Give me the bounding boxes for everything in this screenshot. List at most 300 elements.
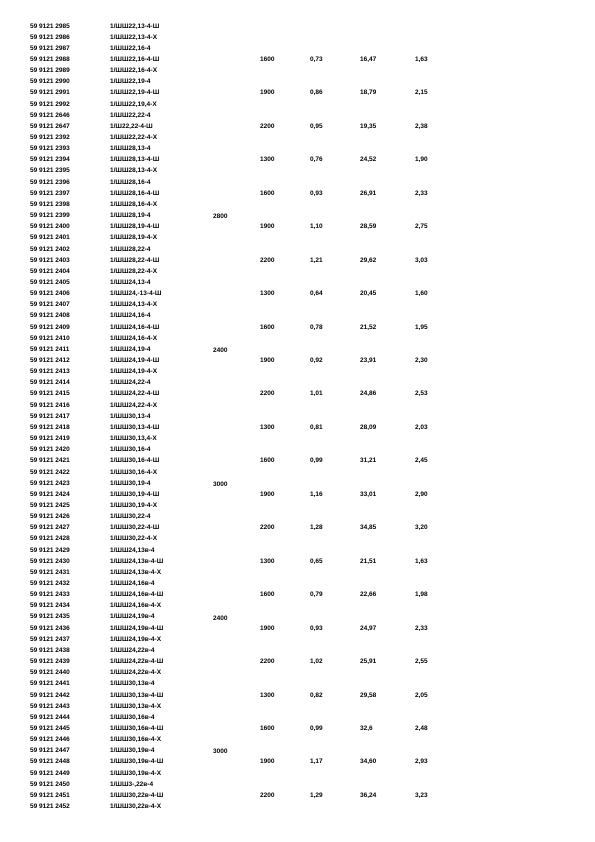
group-length-label: 2800: [213, 213, 228, 221]
cell-code: 59 9121 2450: [30, 780, 70, 788]
table-row: [0, 545, 595, 556]
cell-name: 1/ШШ28,13-4: [110, 145, 151, 153]
cell-code: 59 9121 2412: [30, 357, 70, 364]
table-row: [0, 244, 595, 255]
cell-p4: 3,03: [415, 256, 428, 264]
cell-p4: 2,38: [415, 122, 428, 130]
cell-p1: 1900: [260, 89, 275, 97]
cell-p3: 24,86: [360, 390, 377, 398]
table-row: [0, 801, 595, 812]
cell-p2: 0,65: [310, 557, 323, 565]
table-row: [0, 143, 595, 154]
table-row: [0, 87, 595, 98]
cell-p2: 1,28: [310, 524, 323, 532]
cell-p4: 1,98: [415, 591, 428, 599]
cell-p4: 1,95: [415, 323, 428, 331]
cell-p4: 2,15: [415, 89, 428, 97]
table-row: [0, 511, 595, 522]
table-row: [0, 388, 595, 399]
cell-code: 59 9121 2418: [30, 423, 70, 431]
table-row: [0, 188, 595, 199]
table-row: [0, 121, 595, 132]
cell-p4: 1,90: [415, 156, 428, 164]
cell-p2: 0,73: [310, 55, 323, 63]
cell-p3: 21,52: [360, 323, 377, 331]
cell-name: 1/ШШ30,16-4-Ш: [110, 457, 160, 465]
table-row: [0, 277, 595, 288]
table-row: [0, 377, 595, 388]
cell-code: 59 9121 2444: [30, 713, 70, 721]
cell-p2: 0,93: [310, 189, 323, 197]
cell-code: 59 9121 2401: [30, 234, 70, 242]
cell-code: 59 9121 2991: [30, 89, 70, 97]
cell-name: 1/ШШ30,19-4-Х: [110, 501, 158, 509]
cell-code: 59 9121 2402: [30, 245, 70, 253]
cell-name: 1/ШШ24,19в-4-Х: [110, 635, 162, 643]
cell-name: 1/ШШ24,16-4-Ш: [110, 323, 160, 331]
table-row: [0, 132, 595, 143]
cell-p4: 2,55: [415, 658, 428, 666]
table-row: [0, 299, 595, 310]
cell-p1: 2200: [260, 256, 275, 264]
table-row: [0, 533, 595, 544]
cell-name: 1/ШШ30,16в-4: [110, 713, 155, 721]
cell-code: 59 9121 2431: [30, 568, 70, 576]
cell-code: 59 9121 2427: [30, 524, 70, 532]
cell-p3: 31,21: [360, 457, 377, 465]
table-row: [0, 165, 595, 176]
cell-code: 59 9121 2421: [30, 457, 70, 465]
cell-code: 59 9121 2451: [30, 791, 70, 799]
table-row: [0, 366, 595, 377]
cell-name: 1/ШШ22,16-4-Ш: [110, 55, 160, 63]
cell-name: 1/ШШ22,22-4-Х: [110, 134, 158, 141]
cell-p2: 0,82: [310, 691, 323, 699]
table-row: [0, 645, 595, 656]
cell-name: 1/ШШ24,16-4: [110, 312, 151, 320]
cell-p4: 2,33: [415, 624, 428, 632]
cell-name: 1/ШШ30,13в-4: [110, 680, 155, 688]
table-row: [0, 154, 595, 165]
cell-p4: 1,63: [415, 55, 428, 63]
cell-name: 1/ШШ22,22-4: [110, 111, 151, 119]
cell-p1: 2200: [260, 122, 275, 130]
table-row: [0, 589, 595, 600]
table-row: [0, 333, 595, 344]
cell-code: 59 9121 2422: [30, 468, 70, 476]
cell-p1: 1300: [260, 290, 275, 298]
cell-code: 59 9121 2442: [30, 691, 70, 699]
cell-p2: 0,99: [310, 724, 323, 732]
table-row: [0, 199, 595, 210]
table-row: [0, 310, 595, 321]
cell-name: 1/ШШ30,13,4-Х: [110, 435, 157, 443]
table-row: [0, 322, 595, 333]
group-length-label: 3000: [213, 748, 228, 756]
group-length-label: 2400: [213, 346, 228, 354]
table-row: [0, 600, 595, 611]
cell-p2: 0,64: [310, 290, 323, 298]
cell-code: 59 9121 2447: [30, 747, 70, 755]
cell-code: 59 9121 2419: [30, 435, 70, 443]
cell-code: 59 9121 2446: [30, 736, 70, 744]
cell-p4: 1,60: [415, 290, 428, 298]
cell-name: 1/ШШ24,13в-4: [110, 546, 155, 554]
table-row: [0, 623, 595, 634]
cell-code: 59 9121 2394: [30, 156, 70, 164]
cell-name: 1/ШШ22,19-4: [110, 78, 151, 86]
table-row: [0, 790, 595, 801]
cell-name: 1/ШШ24,-13-4-Ш: [110, 290, 162, 298]
cell-code: 59 9121 2417: [30, 412, 70, 420]
table-row: [0, 177, 595, 188]
cell-p2: 0,99: [310, 457, 323, 465]
cell-p1: 1600: [260, 55, 275, 63]
cell-p3: 22,66: [360, 591, 377, 599]
cell-code: 59 9121 2428: [30, 535, 70, 543]
cell-name: 1/ШШ30,22в-4-Ш: [110, 791, 164, 799]
cell-p3: 28,09: [360, 423, 377, 431]
cell-name: 1/ШШ30,13-4-Ш: [110, 423, 160, 431]
cell-p1: 2200: [260, 524, 275, 532]
cell-p3: 26,91: [360, 189, 377, 197]
cell-name: 1/ШШ30,19-4: [110, 479, 151, 487]
cell-p4: 3,23: [415, 791, 428, 799]
table-row: [0, 266, 595, 277]
cell-code: 59 9121 2397: [30, 189, 70, 197]
cell-p2: 0,79: [310, 591, 323, 599]
table-row: [0, 400, 595, 411]
cell-name: 1/ШШ22,16-4: [110, 44, 151, 52]
cell-p4: 2,90: [415, 490, 428, 498]
cell-code: 59 9121 2411: [30, 345, 70, 353]
cell-name: 1/ШШ28,22-4-Х: [110, 267, 158, 275]
cell-p4: 2,75: [415, 223, 428, 231]
table-row: [0, 712, 595, 723]
cell-name: 1/ШШ30,16-4-Х: [110, 468, 158, 476]
cell-name: 1/ШШ24,16в-4-Ш: [110, 591, 164, 599]
cell-p1: 1300: [260, 156, 275, 164]
cell-code: 59 9121 2986: [30, 33, 70, 41]
cell-p3: 32,6: [360, 724, 373, 732]
table-row: [0, 232, 595, 243]
cell-p3: 34,60: [360, 758, 377, 766]
cell-p1: 1900: [260, 223, 275, 231]
cell-code: 59 9121 2992: [30, 100, 70, 108]
cell-code: 59 9121 2415: [30, 390, 70, 398]
cell-code: 59 9121 2988: [30, 55, 70, 63]
cell-name: 1/ШШ30,16в-4-Х: [110, 736, 162, 744]
cell-name: 1/ШШ30,19в-4-Ш: [110, 758, 164, 766]
cell-code: 59 9121 2416: [30, 401, 70, 409]
table-row: [0, 734, 595, 745]
cell-code: 59 9121 2429: [30, 546, 70, 554]
table-row: [0, 99, 595, 110]
cell-p1: 1900: [260, 357, 275, 364]
table-row: [0, 690, 595, 701]
table-row: [0, 634, 595, 645]
cell-code: 59 9121 2403: [30, 256, 70, 264]
cell-p1: 1900: [260, 758, 275, 766]
cell-p1: 2200: [260, 658, 275, 666]
cell-p2: 1,29: [310, 791, 323, 799]
table-row: [0, 65, 595, 76]
table-row: [0, 344, 595, 355]
cell-p3: 36,24: [360, 791, 377, 799]
cell-p3: 21,51: [360, 557, 377, 565]
cell-name: 1/ШШ24,16-4-Х: [110, 334, 158, 342]
cell-name: 1/ШШ24,13-4: [110, 278, 151, 286]
table-row: [0, 745, 595, 756]
cell-p3: 23,91: [360, 357, 377, 364]
cell-code: 59 9121 2989: [30, 67, 70, 75]
table-row: [0, 43, 595, 54]
cell-code: 59 9121 2448: [30, 758, 70, 766]
table-row: [0, 489, 595, 500]
cell-p2: 0,93: [310, 624, 323, 632]
table-row: [0, 411, 595, 422]
table-row: [0, 467, 595, 478]
cell-name: 1/ШШ24,22в-4-Ш: [110, 658, 164, 666]
table-row: [0, 723, 595, 734]
group-length-label: 3000: [213, 480, 228, 488]
cell-name: 1/ШШ30,19-4-Ш: [110, 490, 160, 498]
cell-p4: 3,20: [415, 524, 428, 532]
cell-p3: 33,01: [360, 490, 377, 498]
cell-code: 59 9121 2647: [30, 122, 70, 130]
cell-code: 59 9121 2990: [30, 78, 70, 86]
cell-p3: 18,79: [360, 89, 377, 97]
cell-p2: 1,01: [310, 390, 323, 398]
cell-p4: 2,53: [415, 390, 428, 398]
cell-code: 59 9121 2413: [30, 368, 70, 376]
cell-p3: 34,85: [360, 524, 377, 532]
cell-code: 59 9121 2441: [30, 680, 70, 688]
cell-name: 1/ШШ24,16в-4: [110, 580, 155, 587]
cell-name: 1/ШШ28,19-4-Ш: [110, 223, 160, 231]
cell-name: 1/ШШ28,13-4-Х: [110, 167, 158, 175]
cell-name: 1/ШШ28,13-4-Ш: [110, 156, 160, 164]
cell-p4: 2,30: [415, 357, 428, 364]
cell-code: 59 9121 2438: [30, 646, 70, 654]
cell-p1: 1900: [260, 624, 275, 632]
cell-name: 1/ШШ30,16в-4-Ш: [110, 724, 164, 732]
cell-p1: 2200: [260, 791, 275, 799]
cell-p4: 2,48: [415, 724, 428, 732]
cell-p3: 25,91: [360, 658, 377, 666]
cell-code: 59 9121 2407: [30, 301, 70, 309]
table-row: [0, 756, 595, 767]
cell-name: 1/ШШ24,13в-4-Х: [110, 568, 162, 576]
cell-code: 59 9121 2396: [30, 178, 70, 186]
cell-p3: 16,47: [360, 55, 377, 63]
table-row: [0, 76, 595, 87]
cell-p2: 1,21: [310, 256, 323, 264]
cell-name: 1/ШШ24,19-4-Х: [110, 368, 158, 376]
cell-code: 59 9121 2987: [30, 44, 70, 52]
cell-p3: 20,45: [360, 290, 377, 298]
cell-code: 59 9121 2443: [30, 702, 70, 710]
cell-p4: 2,33: [415, 189, 428, 197]
cell-name: 1/ШШ30,22в-4-Х: [110, 803, 162, 810]
cell-name: 1/ШШ28,22-4-Ш: [110, 256, 160, 264]
table-row: [0, 32, 595, 43]
cell-code: 59 9121 2423: [30, 479, 70, 487]
cell-name: 1/ШШ24,22в-4: [110, 646, 155, 654]
cell-name: 1/ШШ28,19-4-Х: [110, 234, 158, 242]
cell-name: 1/ШШ22,19,4-Х: [110, 100, 157, 108]
table-row: [0, 701, 595, 712]
cell-p3: 28,59: [360, 223, 377, 231]
table-row: [0, 444, 595, 455]
cell-p3: 24,52: [360, 156, 377, 164]
table-row: [0, 355, 595, 366]
cell-p4: 2,03: [415, 423, 428, 431]
table-row: [0, 255, 595, 266]
cell-name: 1/ШШ28,22-4: [110, 245, 151, 253]
cell-p4: 2,93: [415, 758, 428, 766]
cell-p2: 1,16: [310, 490, 323, 498]
cell-code: 59 9121 2646: [30, 111, 70, 119]
table-row: [0, 422, 595, 433]
cell-code: 59 9121 2437: [30, 635, 70, 643]
cell-code: 59 9121 2432: [30, 580, 70, 587]
cell-code: 59 9121 2410: [30, 334, 70, 342]
cell-name: 1/ШШ28,16-4-Ш: [110, 189, 160, 197]
cell-code: 59 9121 2430: [30, 557, 70, 565]
cell-code: 59 9121 2395: [30, 167, 70, 175]
cell-p1: 1300: [260, 557, 275, 565]
cell-name: 1/ШШ24,22-4-Ш: [110, 390, 160, 398]
cell-name: 1/ШШ24,22-4: [110, 379, 151, 387]
cell-name: 1/ШШ28,16-4: [110, 178, 151, 186]
cell-p1: 1300: [260, 691, 275, 699]
cell-code: 59 9121 2435: [30, 613, 70, 621]
table-row: [0, 288, 595, 299]
table-row: [0, 522, 595, 533]
table-row: [0, 210, 595, 221]
table-row: [0, 611, 595, 622]
cell-name: 1/ШШ24,19в-4: [110, 613, 155, 621]
cell-code: 59 9121 2392: [30, 134, 70, 141]
cell-code: 59 9121 2406: [30, 290, 70, 298]
cell-code: 59 9121 2409: [30, 323, 70, 331]
cell-name: 1/ШШ24,19-4: [110, 345, 151, 353]
table-row: [0, 54, 595, 65]
cell-name: 1/ШШ30,19в-4-Х: [110, 769, 162, 777]
cell-name: 1/ШШ22,13-4-Х: [110, 33, 158, 41]
cell-name: 1/ШШ30,16-4: [110, 446, 151, 454]
cell-name: 1/ШШ3-,22в-4: [110, 780, 154, 788]
cell-p3: 29,62: [360, 256, 377, 264]
cell-p1: 1600: [260, 323, 275, 331]
cell-code: 59 9121 2439: [30, 658, 70, 666]
cell-name: 1/ШШ24,13-4-Х: [110, 301, 158, 309]
table-row: [0, 21, 595, 32]
cell-p1: 1300: [260, 423, 275, 431]
table-row: [0, 567, 595, 578]
cell-name: 1/ШШ24,16в-4-Х: [110, 602, 162, 610]
cell-name: 1/Ш22,22-4-Ш: [110, 122, 153, 130]
cell-p1: 1900: [260, 490, 275, 498]
cell-p2: 0,78: [310, 323, 323, 331]
cell-code: 59 9121 2404: [30, 267, 70, 275]
cell-name: 1/ШШ22,13-4-Ш: [110, 22, 160, 30]
cell-p1: 2200: [260, 390, 275, 398]
table-row: [0, 578, 595, 589]
cell-name: 1/ШШ24,13в-4-Ш: [110, 557, 164, 565]
table-row: [0, 478, 595, 489]
table-row: [0, 500, 595, 511]
cell-name: 1/ШШ24,19-4-Ш: [110, 357, 160, 364]
table-row: [0, 556, 595, 567]
table-row: [0, 433, 595, 444]
cell-code: 59 9121 2424: [30, 490, 70, 498]
cell-code: 59 9121 2445: [30, 724, 70, 732]
table-row: [0, 656, 595, 667]
cell-p4: 1,63: [415, 557, 428, 565]
cell-p3: 24,97: [360, 624, 377, 632]
cell-p2: 0,76: [310, 156, 323, 164]
table-row: [0, 455, 595, 466]
cell-name: 1/ШШ24,22-4-Х: [110, 401, 158, 409]
cell-name: 1/ШШ22,16-4-Х: [110, 67, 158, 75]
cell-p4: 2,05: [415, 691, 428, 699]
cell-p2: 1,17: [310, 758, 323, 766]
cell-name: 1/ШШ30,22-4-Х: [110, 535, 158, 543]
cell-code: 59 9121 2425: [30, 501, 70, 509]
cell-code: 59 9121 2440: [30, 669, 70, 677]
cell-p2: 1,02: [310, 658, 323, 666]
cell-p2: 0,81: [310, 423, 323, 431]
table-row: [0, 768, 595, 779]
cell-name: 1/ШШ30,13в-4-Х: [110, 702, 162, 710]
cell-p1: 1600: [260, 724, 275, 732]
cell-name: 1/ШШ24,22в-4-Х: [110, 669, 162, 677]
table-row: [0, 667, 595, 678]
cell-name: 1/ШШ28,16-4-Х: [110, 200, 158, 208]
cell-name: 1/ШШ30,13в-4-Ш: [110, 691, 164, 699]
cell-name: 1/ШШ22,19-4-Ш: [110, 89, 160, 97]
cell-code: 59 9121 2436: [30, 624, 70, 632]
cell-p1: 1600: [260, 457, 275, 465]
cell-p1: 1600: [260, 189, 275, 197]
cell-code: 59 9121 2414: [30, 379, 70, 387]
cell-p3: 19,35: [360, 122, 377, 130]
cell-p3: 29,58: [360, 691, 377, 699]
cell-code: 59 9121 2405: [30, 278, 70, 286]
cell-name: 1/ШШ30,22-4: [110, 513, 151, 521]
cell-name: 1/ШШ24,19в-4-Ш: [110, 624, 164, 632]
cell-p1: 1600: [260, 591, 275, 599]
cell-name: 1/ШШ28,19-4: [110, 212, 151, 220]
cell-code: 59 9121 2426: [30, 513, 70, 521]
cell-code: 59 9121 2420: [30, 446, 70, 454]
cell-p4: 2,45: [415, 457, 428, 465]
cell-code: 59 9121 2452: [30, 803, 70, 810]
cell-p2: 0,95: [310, 122, 323, 130]
cell-code: 59 9121 2449: [30, 769, 70, 777]
cell-code: 59 9121 2398: [30, 200, 70, 208]
group-length-label: 2400: [213, 614, 228, 622]
cell-code: 59 9121 2399: [30, 212, 70, 220]
cell-code: 59 9121 2434: [30, 602, 70, 610]
cell-name: 1/ШШ30,13-4: [110, 412, 151, 420]
table-row: [0, 779, 595, 790]
table-row: [0, 110, 595, 121]
table-row: [0, 221, 595, 232]
cell-p2: 0,86: [310, 89, 323, 97]
